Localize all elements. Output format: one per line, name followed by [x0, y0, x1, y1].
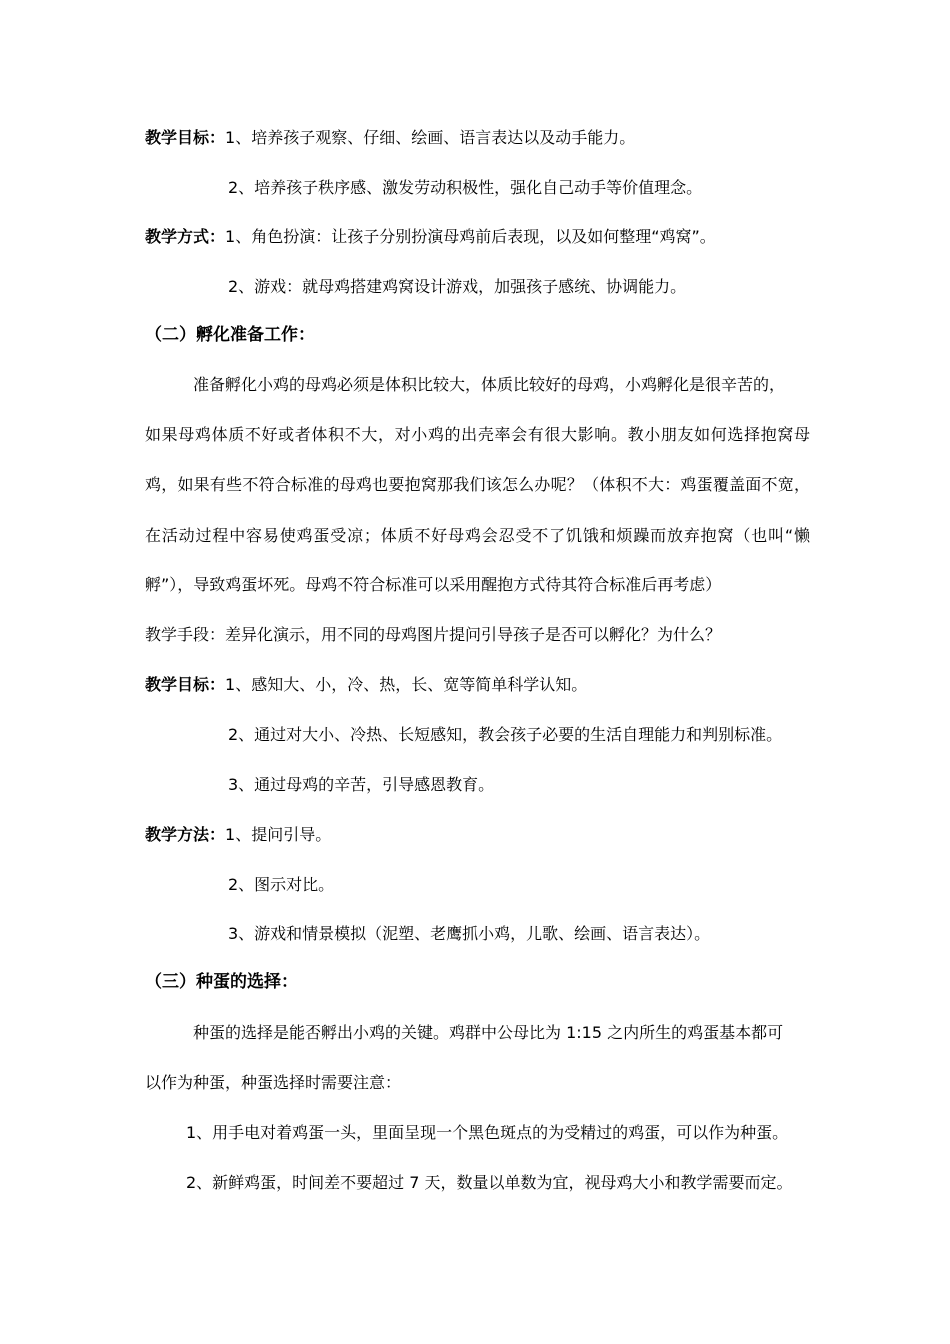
goal-line-2: 2、通过对大小、冷热、长短感知，教会孩子必要的生活自理能力和判别标准。 [228, 725, 783, 744]
method-label: 教学方法： [145, 825, 226, 844]
goal-line-1 [145, 674, 587, 696]
goal-line-3: 3、通过母鸡的辛苦，引导感恩教育。 [228, 775, 495, 794]
paragraph-line: 鸡，如果有些不符合标准的母鸡也要抱窝那我们该怎么办呢？（体积不大：鸡蛋覆盖面不宽， [145, 475, 810, 494]
teaching-means: 教学手段：差异化演示，用不同的母鸡图片提问引导孩子是否可以孵化？为什么？ [145, 625, 722, 644]
goal-text: 1、培养孩子观察、仔细、绘画、语言表达以及动手能力。 [225, 128, 636, 147]
goal-text: 1、感知大、小，冷、热，长、宽等简单科学认知。 [225, 675, 588, 694]
section-heading-3: （三）种蛋的选择： [145, 972, 298, 992]
goal-label: 教学目标： [145, 128, 226, 147]
paragraph-line: 以作为种蛋，种蛋选择时需要注意： [145, 1073, 402, 1092]
paragraph-line: 准备孵化小鸡的母鸡必须是体积比较大，体质比较好的母鸡，小鸡孵化是很辛苦的， [193, 375, 786, 394]
paragraph-line: 孵”），导致鸡蛋坏死。母鸡不符合标准可以采用醒抱方式待其符合标准后再考虑） [145, 575, 722, 594]
paragraph-line: 种蛋的选择是能否孵出小鸡的关键。鸡群中公母比为 1:15 之内所生的鸡蛋基本都可 [193, 1023, 784, 1042]
method-line-1 [145, 824, 331, 846]
list-item: 1、用手电对着鸡蛋一头，里面呈现一个黑色斑点的为受精过的鸡蛋，可以作为种蛋。 [186, 1123, 789, 1142]
method-text: 1、提问引导。 [225, 825, 332, 844]
method-line-2: 2、图示对比。 [228, 875, 335, 894]
paragraph-line: 如果母鸡体质不好或者体积不大，对小鸡的出壳率会有很大影响。教小朋友如何选择抱窝母 [145, 425, 810, 444]
goal-line-1 [145, 127, 635, 149]
section-heading-2: （二）孵化准备工作： [145, 325, 315, 345]
method-line-1 [145, 226, 716, 248]
paragraph-line: 在活动过程中容易使鸡蛋受凉；体质不好母鸡会忍受不了饥饿和烦躁而放弃抱窝（也叫“懒 [145, 526, 810, 545]
goal-line-2: 2、培养孩子秩序感、激发劳动积极性，强化自己动手等价值理念。 [228, 178, 703, 197]
method-text: 1、角色扮演：让孩子分别扮演母鸡前后表现，以及如何整理“鸡窝”。 [225, 227, 716, 246]
method-label: 教学方式： [145, 227, 226, 246]
list-item: 2、新鲜鸡蛋，时间差不要超过 7 天，数量以单数为宜，视母鸡大小和教学需要而定。 [186, 1173, 793, 1192]
method-line-3: 3、游戏和情景模拟（泥塑、老鹰抓小鸡，儿歌、绘画、语言表达）。 [228, 924, 711, 943]
method-line-2: 2、游戏：就母鸡搭建鸡窝设计游戏，加强孩子感统、协调能力。 [228, 277, 687, 296]
goal-label: 教学目标： [145, 675, 226, 694]
